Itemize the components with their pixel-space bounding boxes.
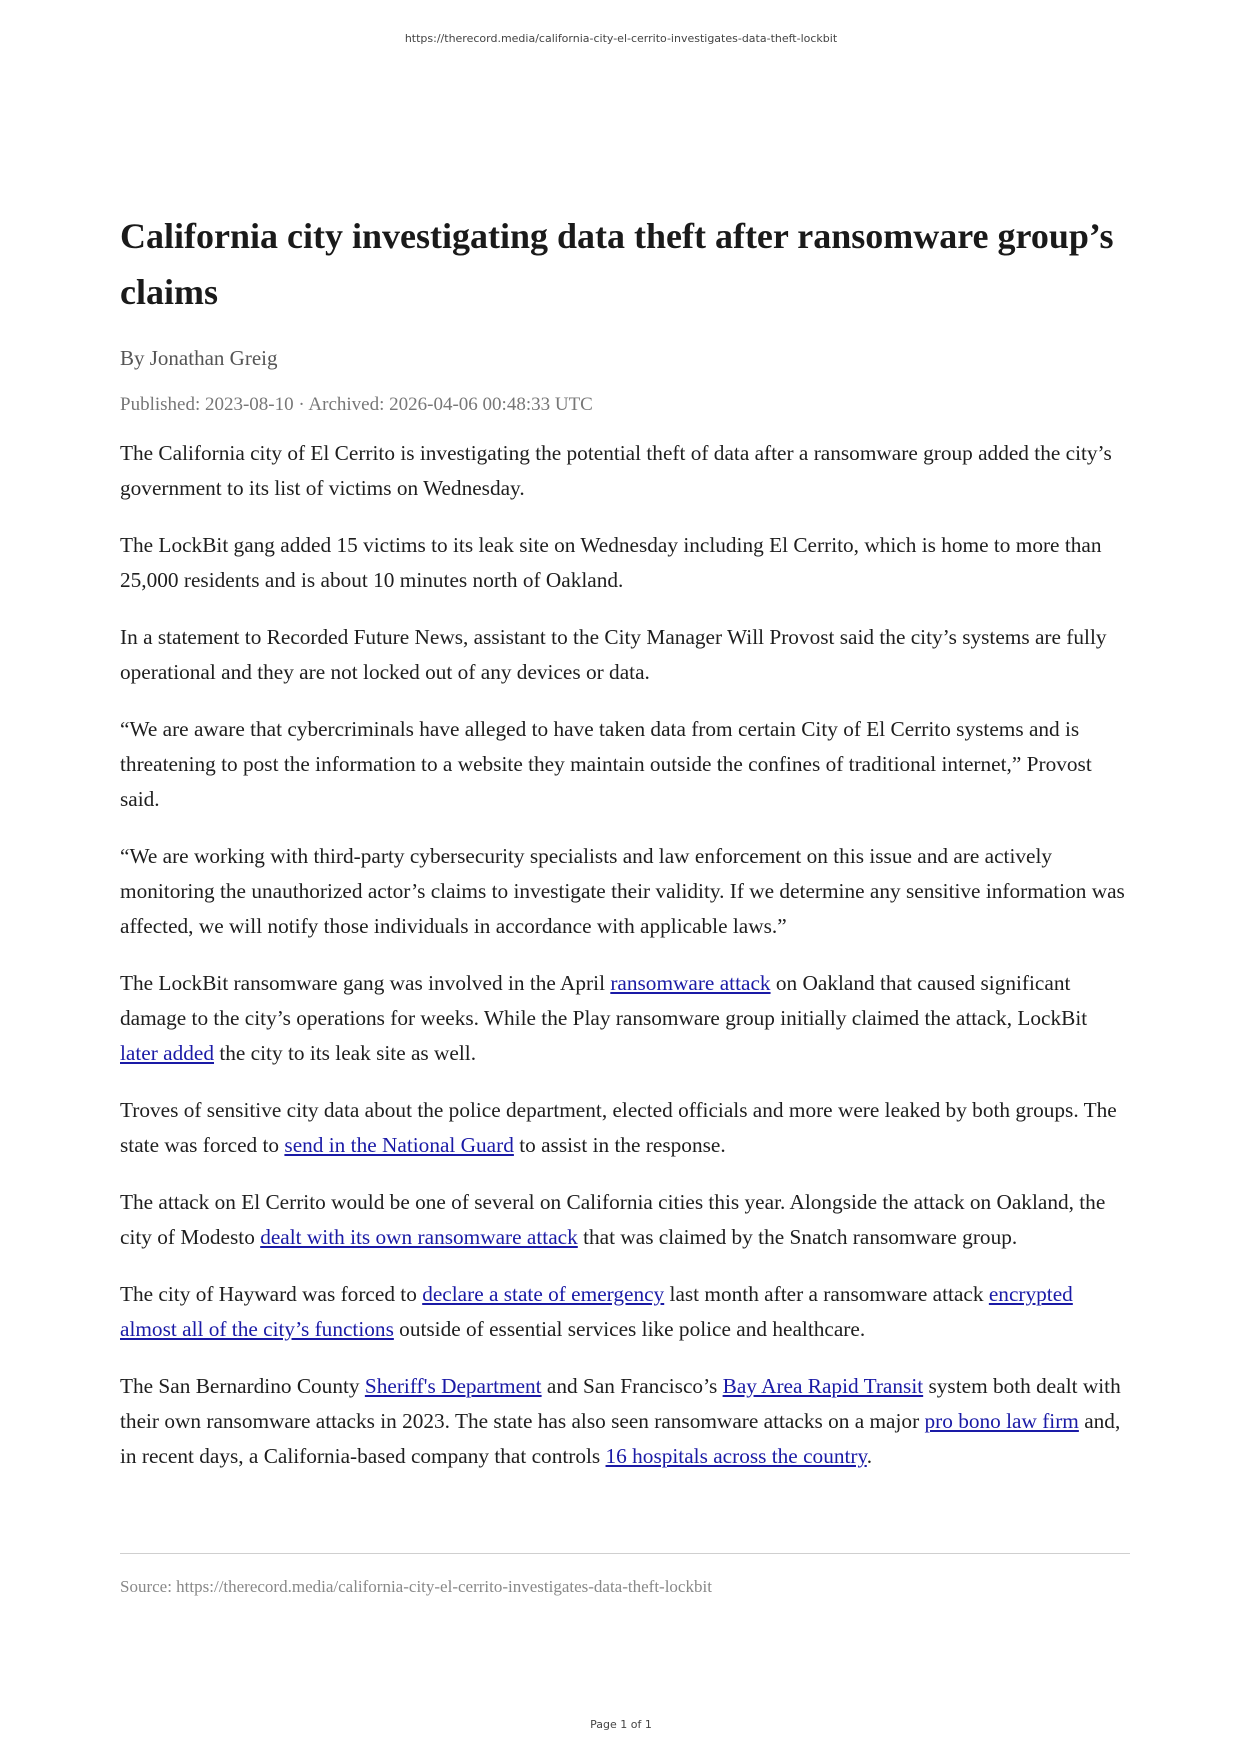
article-body xyxy=(120,436,1130,1474)
publish-meta: Published: 2023-08-10 · Archived: 2026-04-06 00:48:33 UTC xyxy=(120,394,593,415)
text: that was claimed by the Snatch ransomware group. xyxy=(577,1225,1018,1249)
paragraph-6 xyxy=(120,966,1130,1071)
text: Troves of sensitive city data about the police department, elected officials and more were leaked by both groups. The state was forced to xyxy=(120,1098,1117,1157)
page-header-url: https://therecord.media/california-city-el-cerrito-investigates-data-theft-lockbit xyxy=(404,32,838,45)
text: . xyxy=(866,1444,873,1468)
paragraph-3: In a statement to Recorded Future News, assistant to the City Manager Will Provost said the city’s systems are fully operational and they are not locked out of any devices or data. xyxy=(120,625,1107,684)
link-ransomware-attack[interactable]: ransomware attack xyxy=(610,971,771,995)
text: last month after a ransomware attack xyxy=(664,1282,989,1306)
byline: By Jonathan Greig xyxy=(120,346,278,370)
link-sheriffs-department[interactable]: Sheriff's Department xyxy=(364,1374,542,1398)
paragraph-9 xyxy=(120,1277,1130,1347)
text: The LockBit ransomware gang was involved in the April xyxy=(120,971,611,995)
paragraph-5: “We are working with third-party cybersecurity specialists and law enforcement on this issue and are actively monitoring the unauthorized actor’s claims to investigate their validity. If we determine any sensitive information was affected, we will notify those individuals in accordance with applicable laws.” xyxy=(120,844,1125,938)
text: and, in recent days, a California-based company that controls xyxy=(120,1409,1121,1468)
paragraph-1: The California city of El Cerrito is investigating the potential theft of data after a ransomware group added the city’s government to its list of victims on Wednesday. xyxy=(120,441,1112,500)
text: The San Bernardino County xyxy=(120,1374,365,1398)
paragraph-4: “We are aware that cybercriminals have alleged to have taken data from certain City of El Cerrito systems and is threatening to post the information to a website they maintain outside the confines of traditional internet,” Provost said. xyxy=(120,717,1092,811)
text: The city of Hayward was forced to xyxy=(120,1282,423,1306)
article xyxy=(120,208,1130,1496)
link-state-of-emergency[interactable]: declare a state of emergency xyxy=(422,1282,665,1306)
link-national-guard[interactable]: send in the National Guard xyxy=(284,1133,514,1157)
text: on Oakland that caused significant damage to the city’s operations for weeks. While the Play ransomware group initially claimed the attack, LockBit xyxy=(120,971,1088,1030)
text: and San Francisco’s xyxy=(541,1374,723,1398)
paragraph-7 xyxy=(120,1093,1130,1163)
page-number: Page 1 of 1 xyxy=(590,1718,652,1731)
paragraph-8 xyxy=(120,1185,1130,1255)
paragraph-10 xyxy=(120,1369,1130,1474)
link-later-added[interactable]: later added xyxy=(120,1041,215,1065)
text: The attack on El Cerrito would be one of several on California cities this year. Alongside the attack on Oakland, the city of Modesto xyxy=(120,1190,1106,1249)
text: system both dealt with their own ransomware attacks in 2023. The state has also seen ransomware attacks on a major xyxy=(120,1374,1121,1433)
paragraph-2: The LockBit gang added 15 victims to its leak site on Wednesday including El Cerrito, which is home to more than 25,000 residents and is about 10 minutes north of Oakland. xyxy=(120,533,1102,592)
source-line: Source: https://therecord.media/california-city-el-cerrito-investigates-data-theft-lockbit xyxy=(120,1577,712,1596)
text: to assist in the response. xyxy=(513,1133,726,1157)
text: the city to its leak site as well. xyxy=(214,1041,477,1065)
link-pro-bono-law-firm[interactable]: pro bono law firm xyxy=(924,1409,1079,1433)
link-modesto-attack[interactable]: dealt with its own ransomware attack xyxy=(260,1225,578,1249)
link-16-hospitals[interactable]: 16 hospitals across the country xyxy=(605,1444,867,1468)
text: outside of essential services like police and healthcare. xyxy=(393,1317,866,1341)
article-title: California city investigating data theft after ransomware group’s claims xyxy=(120,216,1114,312)
link-encrypted-functions[interactable]: encrypted almost all of the city’s functions xyxy=(120,1282,1073,1341)
footer-divider xyxy=(120,1553,1130,1554)
link-bart[interactable]: Bay Area Rapid Transit xyxy=(722,1374,924,1398)
